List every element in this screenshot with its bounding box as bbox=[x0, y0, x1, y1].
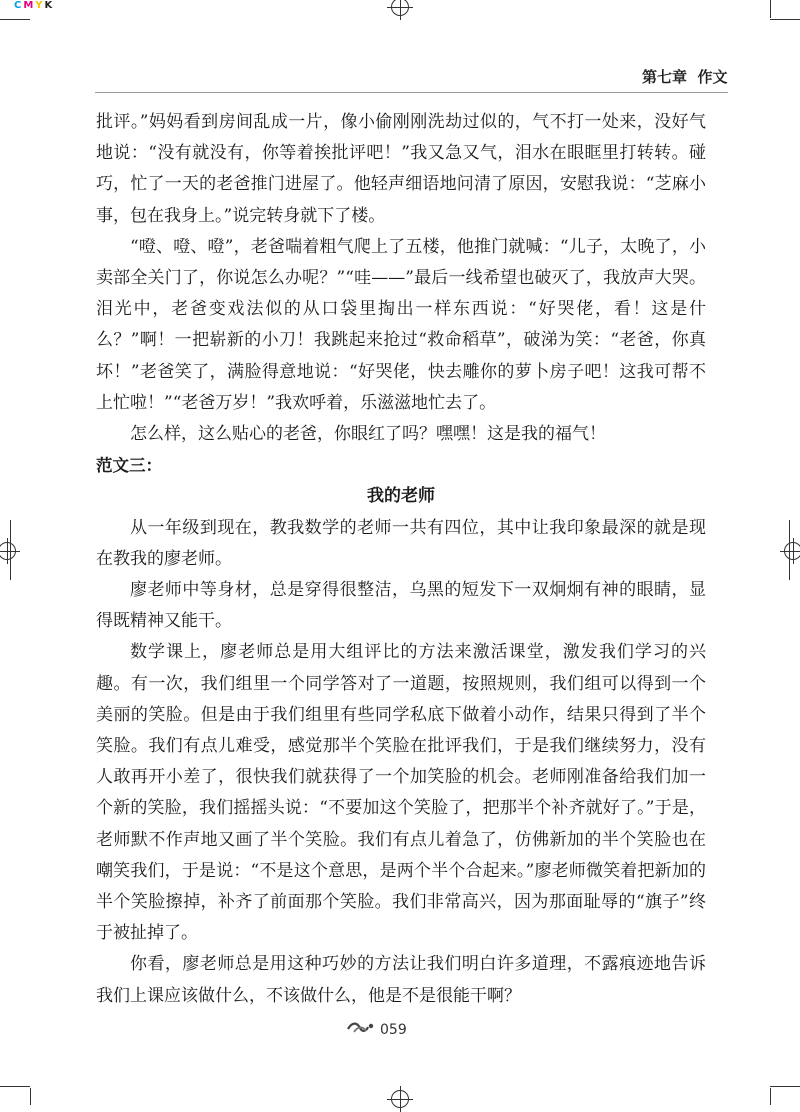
crop-mark bbox=[0, 19, 30, 20]
paragraph: 廖老师中等身材，总是穿得很整洁，乌黑的短发下一双炯炯有神的眼睛，显得既精神又能干。 bbox=[96, 580, 706, 632]
paragraph: 批评。”妈妈看到房间乱成一片，像小偷刚刚洗劫过似的，气不打一处来，没好气地说：“没有就没有，你等着挨批评吧！”我又急又气，泪水在眼眶里打转转。碰巧，忙了一天的老爸推门进屋了。他轻声细语地问清了原因，安慰我说：“芝麻小事，包在我身上。”说完转身就下了楼。 bbox=[96, 112, 706, 226]
crop-mark bbox=[770, 1086, 800, 1087]
crop-mark bbox=[770, 0, 771, 18]
wave-icon bbox=[346, 1020, 376, 1040]
crop-mark bbox=[770, 19, 800, 20]
paragraph: 从一年级到现在，教我数学的老师一共有四位，其中让我印象最深的就是现在教我的廖老师。 bbox=[96, 517, 706, 569]
cmyk-color-bar bbox=[14, 0, 54, 11]
chapter-label: 第七章 bbox=[642, 68, 688, 86]
page-number: 059 bbox=[380, 1022, 407, 1038]
paragraph: 怎么样，这么贴心的老爸，你眼红了吗？嘿嘿！这是我的福气！ bbox=[130, 424, 606, 445]
cmyk-m: M bbox=[23, 0, 36, 11]
paragraph: 数学课上，廖老师总是用大组评比的方法来激活课堂，激发我们学习的兴趣。有一次，我们组里一个同学答对了一道题，按照规则，我们组可以得到一个美丽的笑脸。但是由于我们组里有些同学私底下做着小动作，结果只得到了半个笑脸。我们有点儿难受，感觉那半个笑脸在批评我们，于是我们继续努力，没有人敢再开小差了，很快我们就获得了一个加笑脸的机会。老师刚准备给我们加一个新的笑脸，我们摇摇头说：“不要加这个笑脸了，把那半个补齐就好了。”于是，老师默不作声地又画了半个笑脸。我们有点儿着急了，仿佛新加的半个笑脸也在嘲笑我们，于是说：“不是这个意思，是两个半个合起来。”廖老师微笑着把新加的半个笑脸擦掉，补齐了前面那个笑脸。我们非常高兴，因为那面耻辱的“旗子”终于被扯掉了。 bbox=[96, 642, 706, 944]
section-label: 作文 bbox=[697, 68, 728, 86]
paragraph: 你看，廖老师总是用这种巧妙的方法让我们明白许多道理，不露痕迹地告诉我们上课应该做什么，不该做什么，他是不是很能干啊？ bbox=[96, 954, 706, 1006]
section-label-fanwen: 范文三： bbox=[96, 456, 162, 476]
essay-title: 我的老师 bbox=[367, 486, 435, 507]
registration-mark-right bbox=[784, 542, 800, 560]
side-mark bbox=[10, 520, 11, 580]
registration-mark-bottom bbox=[391, 1090, 409, 1108]
crop-mark bbox=[30, 1088, 31, 1105]
registration-mark-left bbox=[0, 542, 16, 560]
page-footer bbox=[346, 1020, 407, 1040]
crop-mark bbox=[770, 1088, 771, 1105]
body-text bbox=[96, 107, 706, 1012]
side-mark bbox=[789, 520, 790, 580]
cmyk-y: Y bbox=[35, 0, 45, 11]
running-header bbox=[642, 66, 727, 87]
paragraph: “噔、噔、噔”，老爸喘着粗气爬上了五楼，他推门就喊：“儿子，太晚了，小卖部全关门了，你说怎么办呢？”“哇——”最后一线希望也破灭了，我放声大哭。泪光中，老爸变戏法似的从口袋里掏出一样东西说：“好哭佬，看！这是什么？”啊！一把崭新的小刀！我跳起来抢过“救命稻草”，破涕为笑：“老爸，你真坏！”老爸笑了，满脸得意地说：“好哭佬，快去雕你的萝卜房子吧！这我可帮不上忙啦！”“老爸万岁！”我欢呼着，乐滋滋地忙去了。 bbox=[96, 236, 706, 413]
cmyk-c: C bbox=[14, 0, 24, 11]
cmyk-k: K bbox=[44, 0, 55, 11]
crop-mark bbox=[0, 1086, 30, 1087]
header-rule bbox=[95, 92, 728, 93]
registration-mark-top bbox=[391, 0, 409, 16]
